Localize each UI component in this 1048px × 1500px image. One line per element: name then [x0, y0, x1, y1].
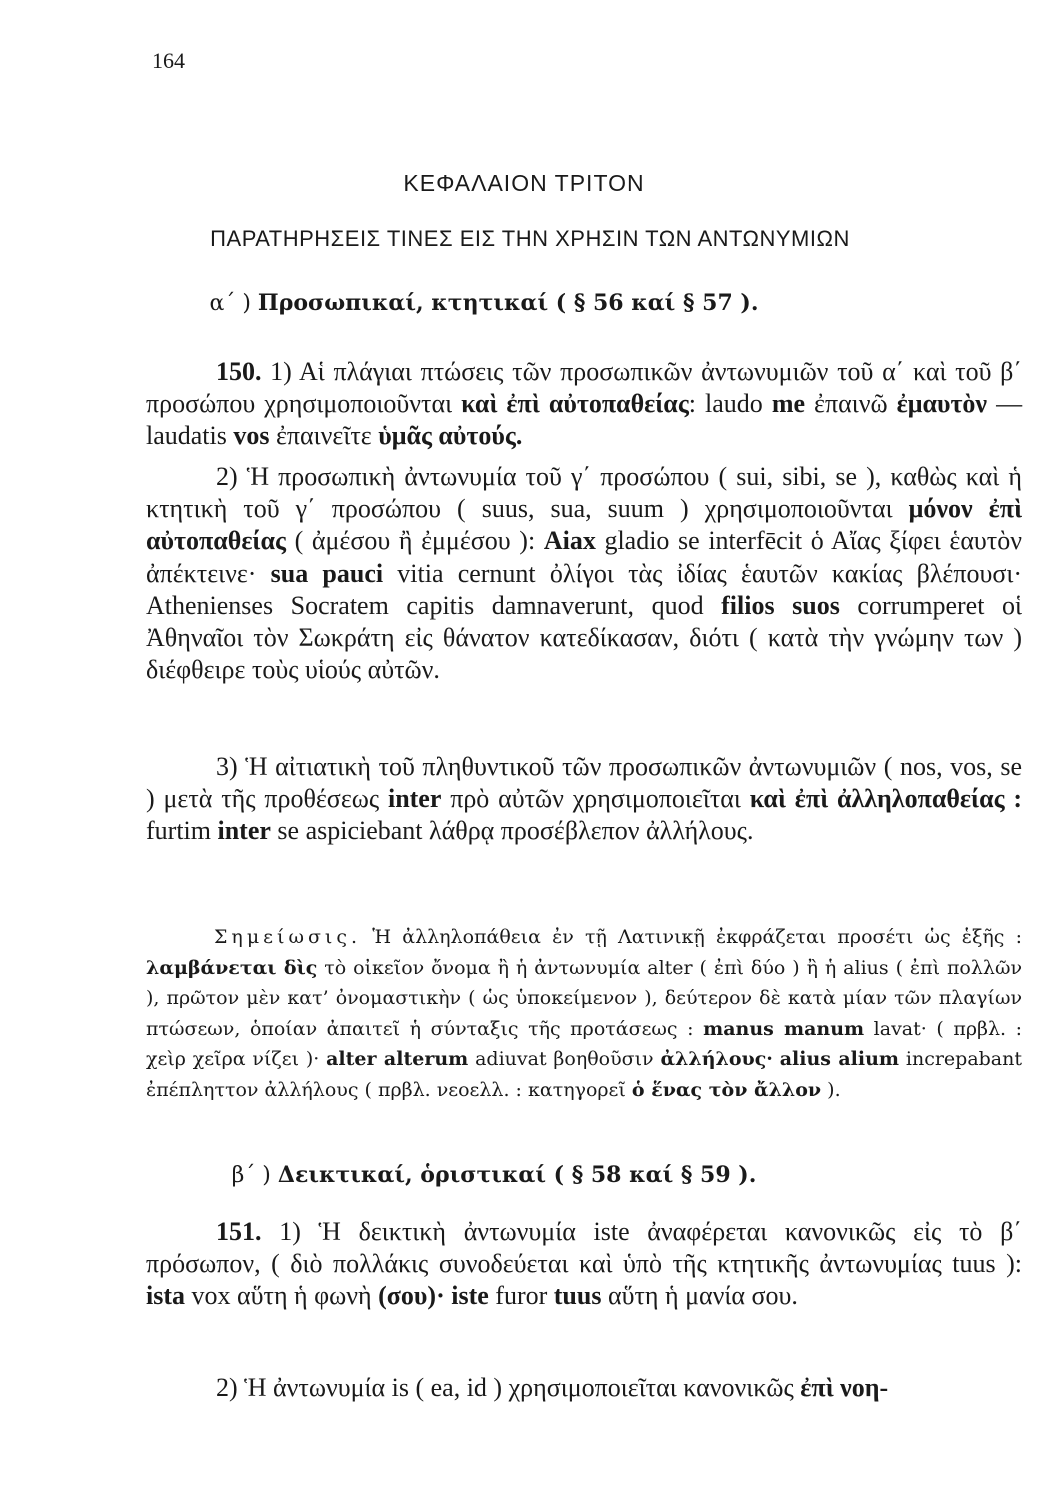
text: ). [827, 1078, 841, 1101]
text: Ἡ ἀλληλοπάθεια ἐν τῇ Λατινικῇ ἐκφράζεται προσέτι ὡς ἑξῆς : [372, 926, 1022, 948]
section-b-title: Δεικτικαί, ὁριστικαί ( § 58 καί § 59 ). [277, 1162, 757, 1188]
bold-text: vos [233, 421, 270, 451]
section-a-heading [0, 290, 1008, 316]
section-b-heading [0, 1162, 1018, 1188]
bold-text: ὁ ἕνας τὸν ἄλλον [631, 1078, 822, 1101]
bold-text: sua pauci [270, 558, 384, 588]
page-number: 164 [152, 48, 185, 73]
text: ἐπαινῶ [814, 389, 888, 419]
bold-text: ista [146, 1281, 185, 1311]
paragraph-number-151: 151. [216, 1217, 262, 1246]
bold-text: alter alterum [326, 1048, 469, 1070]
text: τὸ οἰκεῖον ὄνομα ἢ ἡ ἀντωνυμία alter ( ἐπὶ δύο ) ἢ ἡ alius ( ἐπὶ πολλῶν ), πρῶτον μὲν κατ’ ὀνομαστικὴν ( ὡς ὑποκείμενον ), δεύτερον δὲ κατὰ μίαν τῶν πλαγίων πτώσεων, ὁποίαν ἀπαιτεῖ ἡ σύνταξις τῆς προτάσεως : [146, 956, 1022, 1040]
latin-example: — laudatis [146, 389, 1023, 451]
text: vitia cernunt ὀλίγοι τὰς ἰδίας ἑαυτῶν κακίας βλέπουσι· Athenienses Socratem capitis damnaverunt, quod [146, 558, 1023, 620]
text: ( ἀμέσου ἢ ἐμμέσου ): [294, 526, 536, 556]
latin-example: laudo [705, 389, 763, 419]
bold-text: ἀλλήλους· [660, 1048, 773, 1070]
text: vox αὕτη ἡ φωνὴ [191, 1281, 372, 1311]
note-label: Σημείωσις. [214, 926, 362, 948]
note-block [146, 922, 1022, 1105]
bold-text: tuus [553, 1281, 602, 1311]
bold-text: filios suos [721, 590, 840, 620]
text: αὕτη ἡ μανία σου. [607, 1281, 798, 1311]
text: ἐπαινεῖτε [276, 421, 372, 451]
text: increpabant ἐπέπληττον ἀλλήλους ( πρβλ. νεοελλ. : κατηγορεῖ [146, 1048, 1023, 1101]
paragraph-150-2 [146, 461, 1022, 686]
text: πρὸ αὐτῶν χρησιμοποιεῖται [450, 784, 741, 814]
paragraph-150-3 [146, 751, 1022, 848]
paragraph-151-2 [146, 1372, 1022, 1404]
text: 1) Αἱ πλάγιαι πτώσεις τῶν προσωπικῶν ἀντωνυμιῶν τοῦ α΄ καὶ τοῦ β΄ προσώπου χρησιμοποιοῦνται [146, 357, 1022, 419]
bold-text: ὑμᾶς αὐτούς. [378, 421, 523, 451]
chapter-heading: ΚΕΦΑΛΑΙΟΝ ΤΡΙΤΟΝ [403, 170, 645, 196]
bold-text: iste [451, 1281, 489, 1311]
text: 3) Ἡ αἰτιατικὴ τοῦ πληθυντικοῦ τῶν προσωπικῶν ἀντωνυμιῶν ( nos, vos, se ) μετὰ τῆς προθέσεως [146, 752, 1022, 814]
text: 1) Ἡ δεικτικὴ ἀντωνυμία iste ἀναφέρεται κανονικῶς εἰς τὸ β΄ πρόσωπον, ( διὸ πολλάκις συνοδεύεται καὶ ὑπὸ τῆς κτητικῆς ἀντωνυμίας tuus ): [146, 1217, 1023, 1279]
bold-text: Aiax [543, 526, 596, 556]
text: corrumperet οἱ Ἀθηναῖοι τὸν Σωκράτη εἰς θάνατον κατεδίκασαν, διότι ( κατὰ τὴν γνώμην των ) διέφθειρε τοὺς υἱούς αὐτῶν. [146, 590, 1022, 685]
bold-text: (σου)· [378, 1281, 445, 1311]
text: se aspiciebant λάθρᾳ προσέβλεπον ἀλλήλους. [277, 816, 754, 846]
text: furtim [146, 816, 211, 846]
bold-text: ἐμαυτὸν [896, 389, 988, 419]
text: lavat· ( πρβλ. : χεὶρ χεῖρα νίζει )· [146, 1017, 1023, 1070]
bold-text: λαμβάνεται δὶς [146, 956, 318, 979]
section-a-letter: α΄ ) [209, 291, 251, 316]
bold-text: μόνον ἐπὶ αὐτοπαθείας [146, 494, 1023, 556]
bold-text: manus manum [703, 1017, 865, 1040]
bold-text: καὶ ἐπὶ αὐτοπαθείας [461, 389, 689, 419]
chapter-title: ΠΑΡΑΤΗΡΗΣΕΙΣ ΤΙΝΕΣ ΕΙΣ ΤΗΝ ΧΡΗΣΙΝ ΤΩΝ ΑΝΤΩΝΥΜΙΩΝ [210, 226, 850, 251]
bold-text: ἐπὶ νοη- [800, 1373, 889, 1402]
paragraph-151-1 [146, 1216, 1022, 1313]
bold-text: inter [217, 816, 271, 846]
section-a-title: Προσωπικαί, κτητικαί ( § 56 καί § 57 ). [257, 290, 759, 316]
paragraph-150-1 [146, 356, 1022, 453]
bold-text: καὶ ἐπὶ ἀλληλοπαθείας : [749, 784, 1023, 814]
text: furor [495, 1281, 548, 1311]
text: 2) Ἡ προσωπικὴ ἀντωνυμία τοῦ γ΄ προσώπου ( sui, sibi, se ), καθὼς καὶ ἡ κτητικὴ τοῦ γ΄ προσώπου ( suus, sua, suum ) χρησιμοποιοῦνται [146, 462, 1022, 524]
text: gladio se interfēcit ὁ Αἴας ξίφει ἑαυτὸν ἀπέκτεινε· [146, 526, 1023, 588]
bold-text: me [771, 389, 806, 419]
text: : [688, 389, 697, 419]
text: 2) Ἡ ἀντωνυμία is ( ea, id ) χρησιμοποιεῖται κανονικῶς [216, 1373, 794, 1402]
bold-text: inter [387, 784, 442, 814]
section-b-letter: β΄ ) [231, 1163, 271, 1188]
text: adiuvat βοηθοῦσιν [475, 1048, 654, 1070]
paragraph-number-150: 150. [216, 357, 262, 386]
bold-text: alius alium [779, 1048, 900, 1070]
